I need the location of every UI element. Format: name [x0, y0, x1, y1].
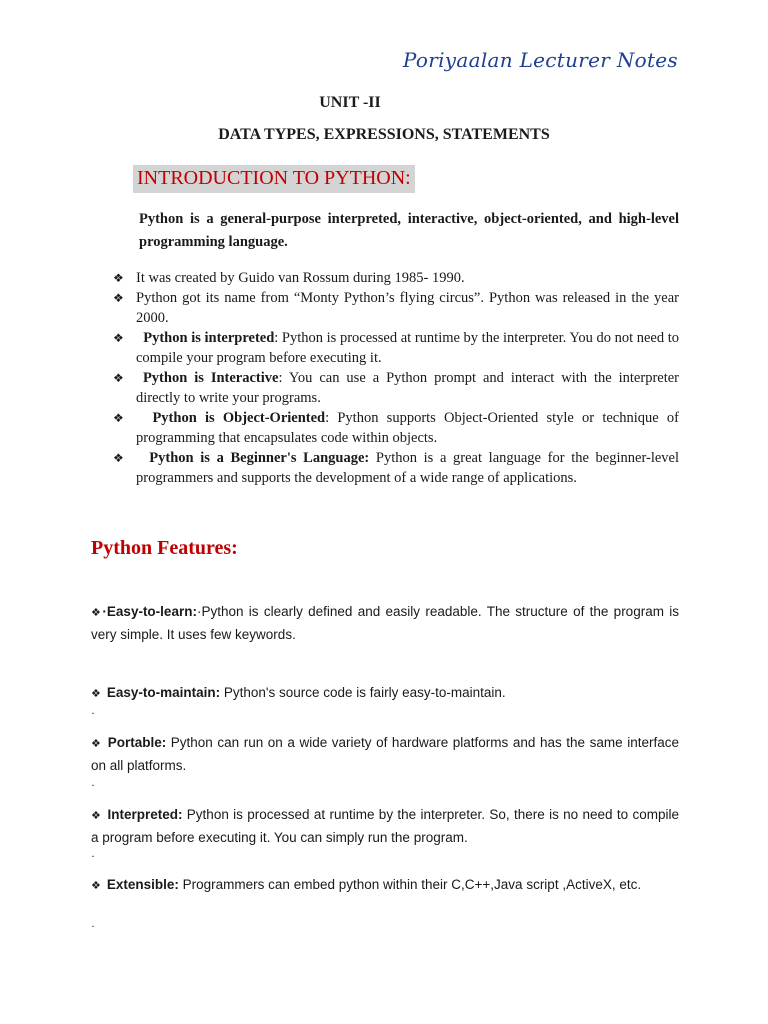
- list-item: ❖ Python is Object-Oriented: Python supports Object-Oriented style or technique of programming that encapsulates code within objects.: [113, 410, 679, 446]
- separator-dot: ·: [91, 849, 95, 863]
- four-diamond-bullet-icon: ❖: [113, 291, 124, 305]
- four-diamond-bullet-icon: ❖: [113, 371, 124, 385]
- separator-dot: ·: [91, 919, 95, 933]
- feature-item-easy-to-learn: ❖·Easy-to-learn:·Python is clearly defined and easily readable. The structure of the program is very simple. It uses few keywords.: [91, 604, 679, 642]
- intro-lead-paragraph: Python is a general-purpose interpreted, interactive, object-oriented, and high-level programming language.: [139, 211, 679, 250]
- features-heading: Python Features:: [91, 537, 238, 559]
- feature-item-portable: ❖ Portable: Python can run on a wide variety of hardware platforms and has the same interface on all platforms.: [91, 735, 679, 773]
- list-item: ❖ Python is a Beginner's Language: Python is a great language for the beginner-level programmers and supports the development of a wide range of applications.: [113, 450, 680, 486]
- brand-logo-text: Poriyaalan Lecturer Notes: [402, 48, 678, 72]
- list-item: ❖ Python is interpreted: Python is processed at runtime by the interpreter. You do not need to compile your program before executing it.: [113, 330, 680, 366]
- four-diamond-bullet-icon: ❖: [91, 688, 101, 700]
- four-diamond-bullet-icon: ❖: [91, 738, 102, 750]
- list-item: ❖ Python is Interactive: You can use a Python prompt and interact with the interpreter directly to write your programs.: [113, 370, 680, 406]
- feature-item-interpreted: ❖ Interpreted: Python is processed at runtime by the interpreter. So, there is no need to compile a program before executing it. You can simply run the program.: [91, 807, 679, 845]
- intro-bullet-list: [113, 268, 679, 488]
- separator-dot: ·: [91, 778, 95, 792]
- four-diamond-bullet-icon: ❖: [113, 451, 124, 465]
- unit-title: UNIT -II: [319, 94, 381, 111]
- four-diamond-bullet-icon: ❖: [91, 607, 103, 619]
- document-subtitle: DATA TYPES, EXPRESSIONS, STATEMENTS: [218, 126, 550, 143]
- intro-heading: INTRODUCTION TO PYTHON:: [133, 165, 415, 193]
- four-diamond-bullet-icon: ❖: [113, 331, 124, 345]
- four-diamond-bullet-icon: ❖: [113, 271, 124, 285]
- four-diamond-bullet-icon: ❖: [91, 810, 102, 822]
- feature-item-extensible: ❖ Extensible: Programmers can embed python within their C,C++,Java script ,ActiveX, etc.: [91, 877, 642, 892]
- four-diamond-bullet-icon: ❖: [113, 411, 124, 425]
- feature-item-easy-to-maintain: ❖ Easy-to-maintain: Python's source code is fairly easy-to-maintain.: [91, 685, 506, 700]
- list-item: ❖ It was created by Guido van Rossum during 1985- 1990.: [113, 270, 465, 286]
- separator-dot: ·: [91, 706, 95, 720]
- four-diamond-bullet-icon: ❖: [91, 880, 101, 892]
- list-item: ❖ Python got its name from “Monty Python’s flying circus”. Python was released in the year 2000.: [113, 290, 679, 326]
